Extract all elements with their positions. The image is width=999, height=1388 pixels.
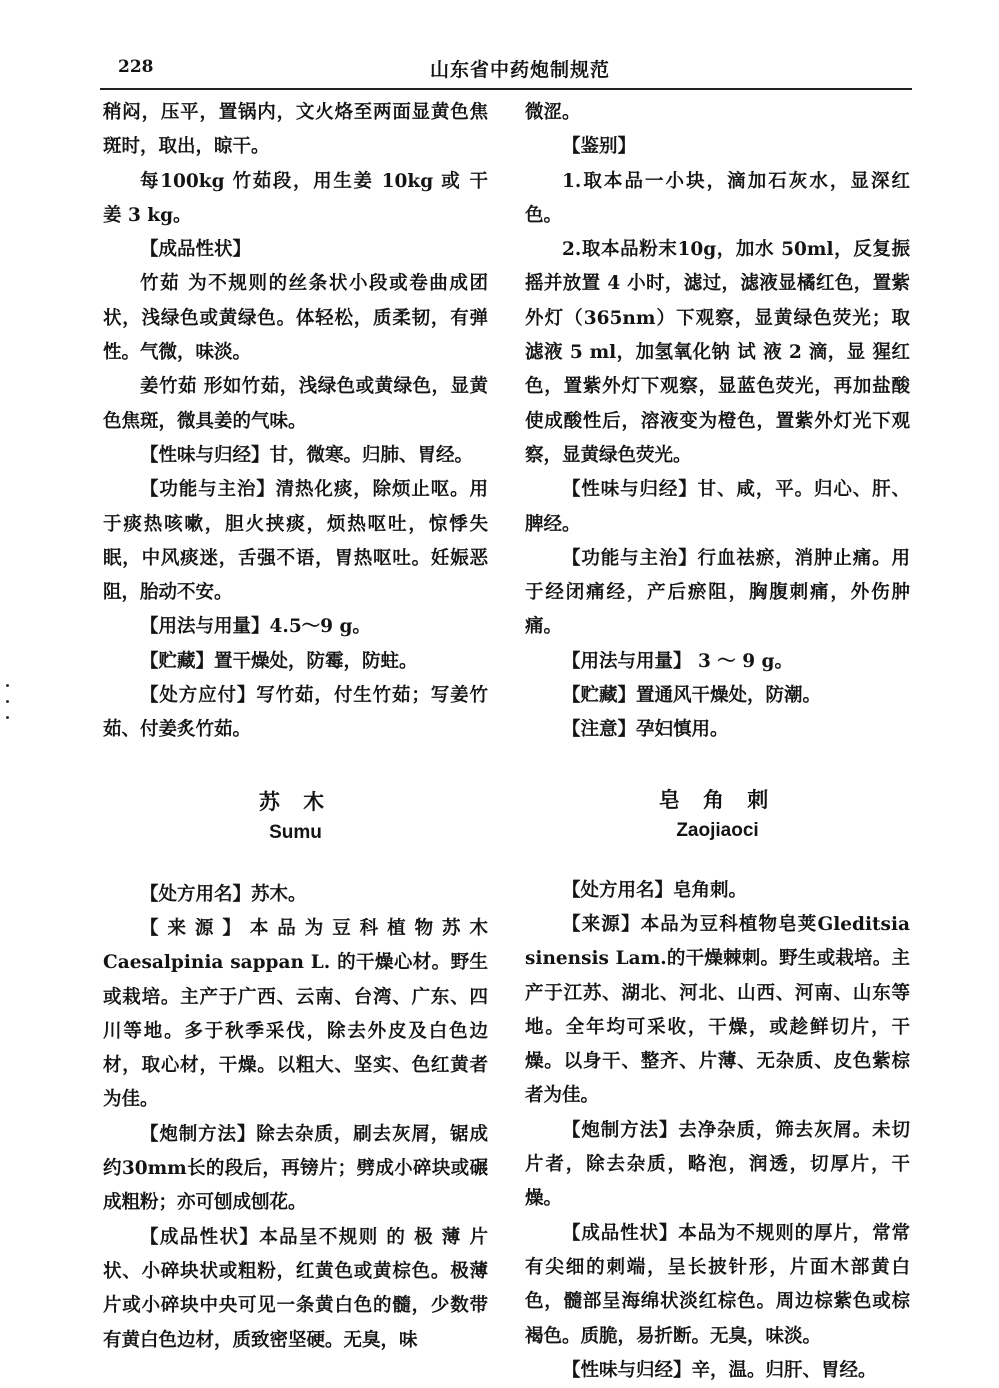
page-header — [0, 0, 999, 100]
paragraph: 【来源】本品为豆科植物皂荚Gleditsia sinensis Lam.的干燥棘刺。野生或栽培。主产于江苏、湖北、河北、山西、河南、山东等地。全年均可采收，干燥，或趁鲜切片，干燥。以身干、整齐、片薄、无杂质、皮色紫棕者为佳。 — [525, 913, 910, 1107]
paragraph: 【炮制方法】去净杂质，筛去灰屑。未切片者，除去杂质，略泡，润透，切厚片，干燥。 — [525, 1119, 910, 1210]
entry-title: 皂 角 刺 — [658, 786, 777, 812]
margin-mark — [6, 684, 9, 687]
paragraph: 1.取本品一小块，滴加石灰水，显深红色。 — [525, 170, 910, 226]
paragraph: 【功能与主治】行血祛瘀，消肿止痛。用于经闭痛经，产后瘀阻，胸腹刺痛，外伤肿痛。 — [525, 547, 910, 638]
paragraph: 竹茹 为不规则的丝条状小段或卷曲成团状，浅绿色或黄绿色。体轻松，质柔韧，有弹性。气微，味淡。 — [103, 273, 488, 364]
paragraph: 【贮藏】置干燥处，防霉，防蛀。 — [140, 650, 418, 672]
page-number: 228 — [118, 57, 154, 77]
margin-mark — [6, 716, 9, 719]
paragraph: 【处方应付】写竹茹，付生竹茹；写姜竹茹、付姜炙竹茹。 — [103, 685, 488, 741]
running-title: 山东省中药炮制规范 — [430, 59, 611, 81]
paragraph: 2.取本品粉末10g，加水 50ml，反复振摇并放置 4 小时，滤过，滤液显橘红色，置紫外灯（365nm）下观察，显黄绿色荧光；取滤液 5 ml，加氢氧化钠 试 液 2 滴，显 猩红色，置紫外灯下观察，显蓝色荧光，再加盐酸使成酸性后，溶液变为橙色，置紫外灯光下观察，显黄绿色荧光。 — [525, 239, 910, 466]
left-column — [103, 96, 488, 1358]
paragraph: 【用法与用量】4.5～9 g。 — [140, 616, 371, 638]
entry-title: 苏 木 — [258, 788, 333, 814]
paragraph: 【性味与归经】甘、咸，平。归心、肝、脾经。 — [525, 479, 910, 535]
paragraph: 【处方用名】苏木。 — [140, 883, 307, 905]
paragraph: 每100kg 竹茹段，用生姜 10kg 或 干 姜 3 kg。 — [103, 170, 488, 226]
paragraph: 【性味与归经】辛，温。归肝、胃经。 — [562, 1359, 877, 1381]
paragraph: 【用法与用量】 3 ～ 9 g。 — [562, 650, 793, 672]
entry-pinyin: Sumu — [269, 821, 322, 843]
margin-mark — [6, 700, 9, 703]
paragraph: 【成品性状】本品为不规则的厚片，常常有尖细的刺端，呈长披针形，片面木部黄白色，髓部呈海绵状淡红棕色。周边棕紫色或棕褐色。质脆，易折断。无臭，味淡。 — [525, 1222, 910, 1347]
paragraph: 【炮制方法】除去杂质，刷去灰屑，锯成约30mm长的段后，再镑片；劈成小碎块或碾成粗粉；亦可刨成刨花。 — [103, 1123, 488, 1214]
paragraph: 【贮藏】置通风干燥处，防潮。 — [562, 685, 822, 707]
paragraph: 稍闷，压平，置锅内，文火烙至两面显黄色焦斑时，取出，晾干。 — [103, 102, 488, 158]
paragraph: 【功能与主治】清热化痰，除烦止呕。用于痰热咳嗽，胆火挟痰，烦热呕吐，惊悸失眠，中风痰迷，舌强不语，胃热呕吐。妊娠恶阻，胎动不安。 — [103, 479, 488, 604]
paragraph: 【成品性状】本品呈不规则 的 极 薄 片状、小碎块状或粗粉，红黄色或黄棕色。极薄片或小碎块中央可见一条黄白色的髓，少数带有黄白色边材，质致密坚硬。无臭，味 — [103, 1226, 488, 1351]
paragraph: 【来源】本品为豆科植物苏木 Caesalpinia sappan L. 的干燥心材。野生或栽培。主产于广西、云南、台湾、广东、四川等地。多于秋季采伐，除去外皮及白色边材，取心材，干燥。以粗大、坚实、色红黄者为佳。 — [103, 917, 488, 1111]
section-heading: 【成品性状】 — [140, 239, 252, 261]
paragraph: 微涩。 — [525, 102, 581, 123]
paragraph: 【性味与归经】甘，微寒。归肺、胃经。 — [140, 444, 474, 466]
right-column — [525, 96, 910, 1388]
paragraph: 【处方用名】皂角刺。 — [562, 879, 748, 901]
section-heading: 【鉴别】 — [562, 136, 637, 158]
paragraph: 姜竹茹 形如竹茹，浅绿色或黄绿色，显黄色焦斑，微具姜的气味。 — [103, 376, 488, 432]
paragraph: 【注意】孕妇慎用。 — [562, 719, 729, 741]
entry-pinyin: Zaojiaoci — [676, 819, 759, 841]
header-rule — [100, 88, 912, 90]
